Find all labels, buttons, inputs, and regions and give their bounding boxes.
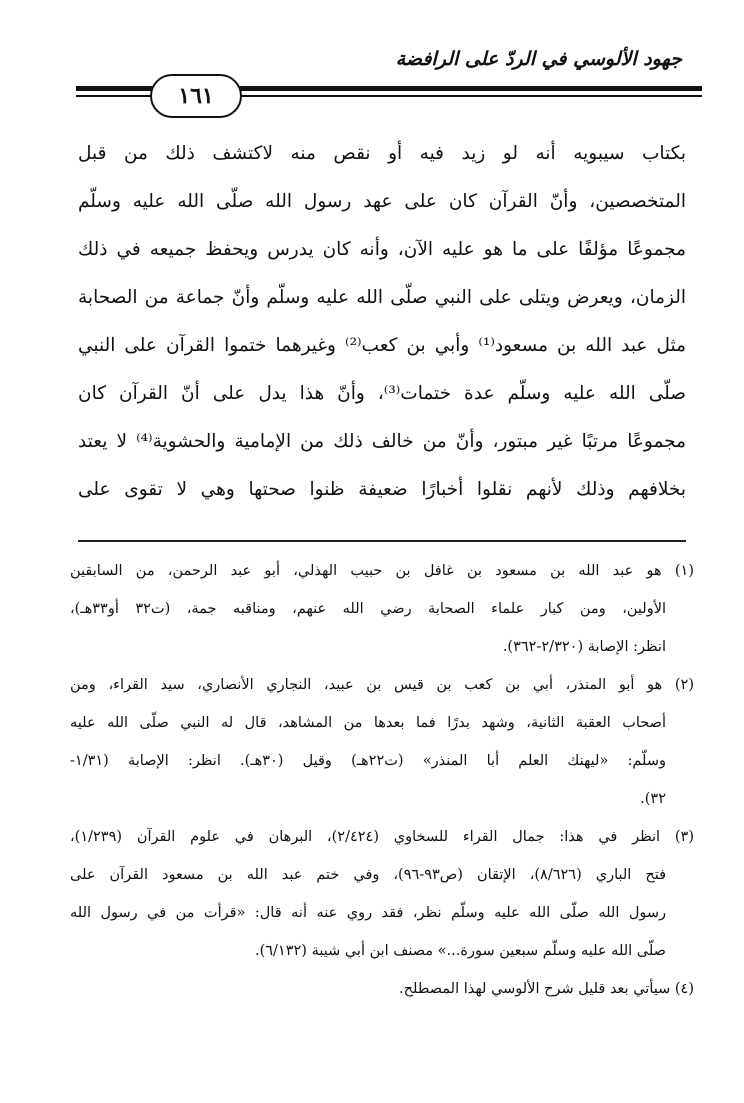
body-line: مجموعًا مرتبًا غير مبتور، وأنّ من خالف ذلك من الإمامية والحشوية⁽⁴⁾ لا يعتد: [78, 431, 686, 452]
body-line: بكتاب سيبويه أنه لو زيد فيه أو نقص منه لاكتشف ذلك من قبل: [78, 143, 686, 164]
footnote-2: [70, 666, 694, 818]
footnote-line: (١) هو عبد الله بن مسعود بن غافل بن حبيب الهذلي، أبو عبد الرحمن، من السابقين: [70, 563, 694, 579]
body-text: [78, 130, 686, 514]
footnote-line: (٣) انظر في هذا: جمال القراء للسخاوي (٢/٤٢٤)، البرهان في علوم القرآن (١/٢٣٩)،: [70, 829, 695, 845]
footnote-line: صلّى الله عليه وسلّم سبعين سورة...» مصنف ابن أبي شيبة (٦/١٣٢).: [254, 943, 666, 959]
footnote-line: الأولين، ومن كبار علماء الصحابة رضي الله عنهم، ومناقبه جمة، (ت٣٢ أو٣٣هـ)،: [70, 601, 667, 617]
body-line: صلّى الله عليه وسلّم عدة ختمات⁽³⁾، وأنّ هذا يدل على أنّ القرآن كان: [78, 383, 686, 404]
body-line: مجموعًا مؤلفًا على ما هو عليه الآن، وأنه كان يدرس ويحفظ جميعه في ذلك: [78, 239, 686, 260]
footnotes: [70, 552, 694, 1008]
footnote-separator: [78, 540, 686, 542]
body-line: المتخصصين، وأنّ القرآن كان على عهد رسول الله صلّى الله عليه وسلّم: [78, 191, 686, 212]
footnote-1: [70, 552, 694, 666]
footnote-4: [70, 970, 694, 1008]
body-line: مثل عبد الله بن مسعود⁽¹⁾ وأبي بن كعب⁽²⁾ وغيرهما ختموا القرآن على النبي: [78, 335, 686, 356]
body-line: بخلافهم وذلك لأنهم نقلوا أخبارًا ضعيفة ظنوا صحتها وهي لا تقوى على: [78, 479, 686, 500]
page-number-badge: [150, 74, 242, 118]
footnote-line: (٤) سيأتي بعد قليل شرح الألوسي لهذا المصطلح.: [399, 981, 694, 997]
footnote-line: ٣٢).: [640, 791, 666, 807]
footnote-line: (٢) هو أبو المنذر، أبي بن كعب بن قيس بن عبيد، النجاري الأنصاري، سيد القراء، ومن: [70, 677, 694, 693]
footnote-3: [70, 818, 694, 970]
page-number: ١٦١: [178, 83, 214, 109]
footnote-line: وسلّم: «ليهنك العلم أبا المنذر» (ت٢٢هـ) وقيل (٣٠هـ). انظر: الإصابة (١/٣١-: [70, 753, 666, 769]
footnote-line: رسول الله صلّى الله عليه وسلّم نظر، فقد روي عنه أنه قال: «قرأت من في رسول الله: [70, 905, 666, 921]
footnote-line: فتح الباري (٨/٦٢٦)، الإتقان (ص٩٣-٩٦)، وفي ختم عبد الله بن مسعود القرآن على: [70, 867, 667, 883]
footnote-line: انظر: الإصابة (٢/٣٢٠-٣٦٢).: [502, 639, 666, 655]
body-line: الزمان، ويعرض ويتلى على النبي صلّى الله عليه وسلّم وأنّ جماعة من الصحابة: [78, 287, 686, 308]
footnote-line: أصحاب العقبة الثانية، وشهد بدرًا فما بعدها من المشاهد، قال له النبي صلّى الله عليه: [70, 715, 666, 731]
running-title: جهود الألوسي في الردّ على الرافضة: [395, 48, 682, 70]
